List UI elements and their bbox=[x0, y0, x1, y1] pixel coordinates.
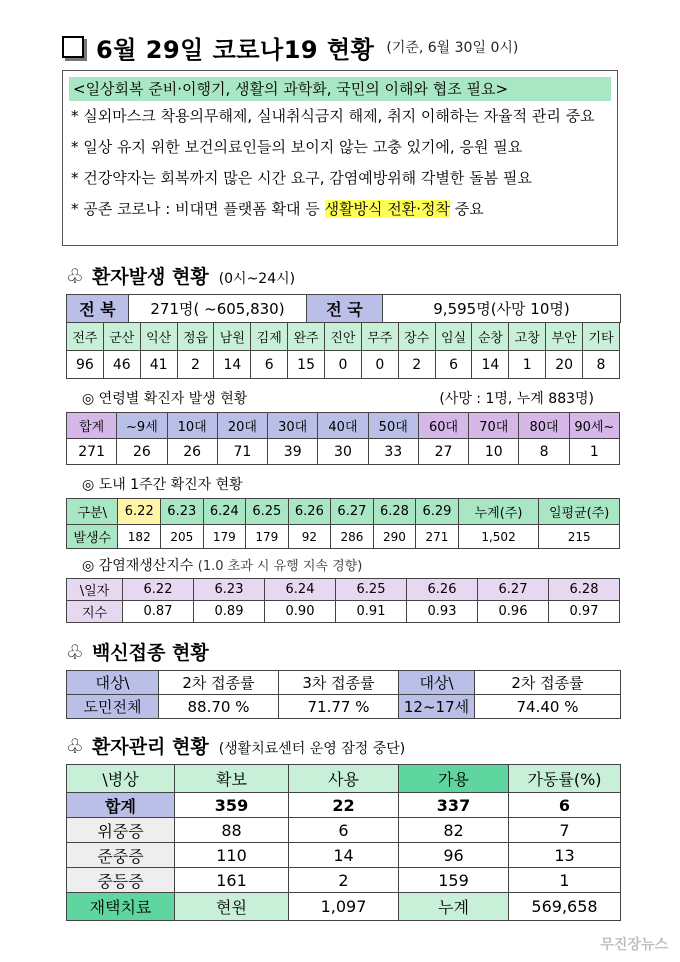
weekly-value: 286 bbox=[331, 525, 374, 549]
region-count: 0 bbox=[325, 351, 362, 379]
rt-header: 6.24 bbox=[265, 579, 336, 601]
weekly-header: 일평균(주) bbox=[539, 499, 620, 525]
home-care-current-label: 현원 bbox=[175, 893, 289, 921]
mgmt-cell: 13 bbox=[509, 843, 621, 868]
mgmt-cell: 96 bbox=[399, 843, 509, 868]
page-title: 6월 29일 코로나19 현황 bbox=[96, 35, 375, 64]
mgmt-header: \병상 bbox=[67, 765, 175, 793]
patients-table bbox=[66, 294, 621, 323]
age-subtitle: ◎ 연령별 확진자 발생 현황 bbox=[82, 391, 248, 407]
region-header: 군산 bbox=[103, 323, 140, 351]
club-icon: ♧ bbox=[66, 640, 84, 664]
weekly-header: 6.29 bbox=[416, 499, 459, 525]
mgmt-row-label: 준중증 bbox=[67, 843, 175, 868]
mgmt-cell: 337 bbox=[399, 793, 509, 818]
region-header: 순창 bbox=[472, 323, 509, 351]
rt-header: 6.26 bbox=[407, 579, 478, 601]
weekly-value: 205 bbox=[161, 525, 204, 549]
mgmt-cell: 88 bbox=[175, 818, 289, 843]
age-header: 합계 bbox=[67, 413, 117, 439]
region-header: 전주 bbox=[67, 323, 104, 351]
rt-header: 6.23 bbox=[194, 579, 265, 601]
weekly-header: 6.27 bbox=[331, 499, 374, 525]
age-value: 26 bbox=[167, 439, 217, 465]
vaccine-target: 도민전체 bbox=[67, 695, 159, 719]
notice-highlight: 생활방식 전환·정착 bbox=[324, 200, 451, 218]
vaccine-header: 대상\ bbox=[399, 671, 475, 695]
weekly-header: 6.25 bbox=[246, 499, 289, 525]
mgmt-cell: 82 bbox=[399, 818, 509, 843]
weekly-value: 1,502 bbox=[458, 525, 539, 549]
region-header: 임실 bbox=[435, 323, 472, 351]
club-icon: ♧ bbox=[66, 264, 84, 288]
age-header: 60대 bbox=[418, 413, 468, 439]
home-care-label: 재택치료 bbox=[67, 893, 175, 921]
section-note: (생활치료센터 운영 잠정 중단) bbox=[218, 741, 406, 757]
mgmt-cell: 1 bbox=[509, 868, 621, 893]
mgmt-cell: 161 bbox=[175, 868, 289, 893]
region-count: 2 bbox=[177, 351, 214, 379]
age-value: 271 bbox=[67, 439, 117, 465]
section-note: (0시~24시) bbox=[218, 271, 296, 287]
age-header: 50대 bbox=[368, 413, 418, 439]
mgmt-cell: 2 bbox=[289, 868, 399, 893]
age-header: ~9세 bbox=[117, 413, 167, 439]
jeonbuk-value: 271명( ~605,830) bbox=[129, 295, 307, 323]
weekly-header: 6.26 bbox=[288, 499, 331, 525]
region-header: 고창 bbox=[509, 323, 546, 351]
mgmt-cell: 159 bbox=[399, 868, 509, 893]
region-count: 41 bbox=[140, 351, 177, 379]
weekly-header: 6.28 bbox=[373, 499, 416, 525]
rt-value: 0.90 bbox=[265, 601, 336, 623]
rt-value: 0.87 bbox=[123, 601, 194, 623]
age-value: 10 bbox=[469, 439, 519, 465]
region-count: 1 bbox=[509, 351, 546, 379]
rt-subtitle: ◎ 감염재생산지수 bbox=[82, 558, 194, 574]
rt-value: 0.91 bbox=[336, 601, 407, 623]
age-value: 33 bbox=[368, 439, 418, 465]
rt-value: 0.89 bbox=[194, 601, 265, 623]
rt-table bbox=[66, 578, 620, 623]
rt-header: 6.22 bbox=[123, 579, 194, 601]
age-value: 71 bbox=[217, 439, 267, 465]
region-count: 6 bbox=[435, 351, 472, 379]
weekly-table bbox=[66, 498, 620, 549]
mgmt-cell: 22 bbox=[289, 793, 399, 818]
notice-text: * 공존 코로나 : 비대면 플랫폼 확대 등 bbox=[71, 200, 325, 218]
mgmt-header: 가동률(%) bbox=[509, 765, 621, 793]
region-header: 익산 bbox=[140, 323, 177, 351]
rt-value: 0.93 bbox=[407, 601, 478, 623]
region-header: 무주 bbox=[361, 323, 398, 351]
age-header: 10대 bbox=[167, 413, 217, 439]
mgmt-cell: 359 bbox=[175, 793, 289, 818]
region-header: 부안 bbox=[546, 323, 583, 351]
weekly-header: 6.22 bbox=[118, 499, 161, 525]
mgmt-header: 가용 bbox=[399, 765, 509, 793]
region-count: 15 bbox=[288, 351, 325, 379]
vaccine-header: 3차 접종률 bbox=[279, 671, 399, 695]
age-value: 1 bbox=[569, 439, 619, 465]
region-count: 96 bbox=[67, 351, 104, 379]
region-header: 김제 bbox=[251, 323, 288, 351]
notice-bullet: * 건강약자는 회복까지 많은 시간 요구, 감염예방위해 각별한 돌봄 필요 bbox=[71, 169, 532, 187]
notice-bullet: * 일상 유지 위한 보건의료인들의 보이지 않는 고충 있기에, 응원 필요 bbox=[71, 138, 523, 156]
mgmt-row-label: 위중증 bbox=[67, 818, 175, 843]
vaccine-rate: 74.40 % bbox=[475, 695, 621, 719]
age-header: 40대 bbox=[318, 413, 368, 439]
rt-header: 6.28 bbox=[549, 579, 620, 601]
mgmt-cell: 110 bbox=[175, 843, 289, 868]
vaccine-section-title bbox=[66, 638, 209, 665]
region-count: 14 bbox=[472, 351, 509, 379]
region-header: 정읍 bbox=[177, 323, 214, 351]
rt-label: 지수 bbox=[67, 601, 123, 623]
home-care-total-label: 누계 bbox=[399, 893, 509, 921]
club-icon: ♧ bbox=[66, 734, 84, 758]
weekly-subtitle: ◎ 도내 1주간 확진자 현황 bbox=[82, 477, 243, 493]
region-count: 46 bbox=[103, 351, 140, 379]
rt-header: 6.25 bbox=[336, 579, 407, 601]
section-title: 환자관리 현황 bbox=[91, 736, 209, 758]
weekly-label: 발생수 bbox=[67, 525, 118, 549]
weekly-header: 6.24 bbox=[203, 499, 246, 525]
weekly-value: 290 bbox=[373, 525, 416, 549]
national-value: 9,595명(사망 10명) bbox=[383, 295, 621, 323]
rt-subtitle-row bbox=[82, 555, 362, 575]
mgmt-cell: 7 bbox=[509, 818, 621, 843]
region-header: 장수 bbox=[398, 323, 435, 351]
section-title: 백신접종 현황 bbox=[91, 642, 209, 664]
rt-value: 0.97 bbox=[549, 601, 620, 623]
checkbox-icon bbox=[62, 36, 84, 58]
notice-box bbox=[62, 70, 618, 246]
region-header: 완주 bbox=[288, 323, 325, 351]
region-count: 14 bbox=[214, 351, 251, 379]
mgmt-header: 확보 bbox=[175, 765, 289, 793]
vaccine-header: 2차 접종률 bbox=[159, 671, 279, 695]
weekly-header: 누계(주) bbox=[458, 499, 539, 525]
region-count: 8 bbox=[583, 351, 620, 379]
notice-bullet: * 실외마스크 착용의무해제, 실내취식금지 해제, 취지 이해하는 자율적 관리 중요 bbox=[71, 107, 595, 125]
management-table bbox=[66, 764, 621, 921]
age-value: 26 bbox=[117, 439, 167, 465]
region-header: 남원 bbox=[214, 323, 251, 351]
weekly-value: 215 bbox=[539, 525, 620, 549]
vaccine-rate: 88.70 % bbox=[159, 695, 279, 719]
rt-header: \일자 bbox=[67, 579, 123, 601]
vaccine-target: 12~17세 bbox=[399, 695, 475, 719]
home-care-current: 1,097 bbox=[289, 893, 399, 921]
weekly-value: 271 bbox=[416, 525, 459, 549]
weekly-header: 구분\ bbox=[67, 499, 118, 525]
weekly-header: 6.23 bbox=[161, 499, 204, 525]
age-header: 90세~ bbox=[569, 413, 619, 439]
age-value: 8 bbox=[519, 439, 569, 465]
age-note: (사망 : 1명, 누계 883명) bbox=[439, 391, 594, 407]
vaccine-header: 2차 접종률 bbox=[475, 671, 621, 695]
age-table bbox=[66, 412, 620, 465]
mgmt-cell: 6 bbox=[509, 793, 621, 818]
mgmt-cell: 14 bbox=[289, 843, 399, 868]
age-value: 30 bbox=[318, 439, 368, 465]
mgmt-row-label: 중등증 bbox=[67, 868, 175, 893]
mgmt-header: 사용 bbox=[289, 765, 399, 793]
region-table bbox=[66, 322, 620, 379]
home-care-total: 569,658 bbox=[509, 893, 621, 921]
region-count: 0 bbox=[361, 351, 398, 379]
notice-bullet-last bbox=[63, 194, 617, 225]
section-title: 환자발생 현황 bbox=[91, 266, 209, 288]
region-count: 6 bbox=[251, 351, 288, 379]
age-value: 27 bbox=[418, 439, 468, 465]
region-count: 2 bbox=[398, 351, 435, 379]
weekly-value: 182 bbox=[118, 525, 161, 549]
mgmt-row-label: 합계 bbox=[67, 793, 175, 818]
age-header: 70대 bbox=[469, 413, 519, 439]
weekly-value: 179 bbox=[246, 525, 289, 549]
national-label: 전 국 bbox=[307, 295, 383, 323]
management-section-title bbox=[66, 732, 405, 759]
region-header: 진안 bbox=[325, 323, 362, 351]
age-header: 30대 bbox=[268, 413, 318, 439]
age-header: 80대 bbox=[519, 413, 569, 439]
notice-text: 중요 bbox=[450, 200, 484, 218]
vaccine-table bbox=[66, 670, 621, 719]
region-count: 20 bbox=[546, 351, 583, 379]
mgmt-cell: 6 bbox=[289, 818, 399, 843]
watermark: 무진장뉴스 bbox=[600, 937, 668, 953]
rt-value: 0.96 bbox=[478, 601, 549, 623]
weekly-value: 92 bbox=[288, 525, 331, 549]
page-title-row bbox=[62, 32, 518, 62]
notice-headline: <일상회복 준비·이행기, 생활의 과학화, 국민의 이해와 협조 필요> bbox=[69, 77, 611, 101]
vaccine-header: 대상\ bbox=[67, 671, 159, 695]
age-value: 39 bbox=[268, 439, 318, 465]
rt-note: (1.0 초과 시 유행 지속 경향) bbox=[197, 559, 363, 574]
vaccine-rate: 71.77 % bbox=[279, 695, 399, 719]
region-header: 기타 bbox=[583, 323, 620, 351]
jeonbuk-label: 전 북 bbox=[67, 295, 129, 323]
weekly-value: 179 bbox=[203, 525, 246, 549]
page-subtitle: (기준, 6월 30일 0시) bbox=[386, 40, 519, 56]
patients-section-title bbox=[66, 262, 295, 289]
rt-header: 6.27 bbox=[478, 579, 549, 601]
age-header: 20대 bbox=[217, 413, 267, 439]
